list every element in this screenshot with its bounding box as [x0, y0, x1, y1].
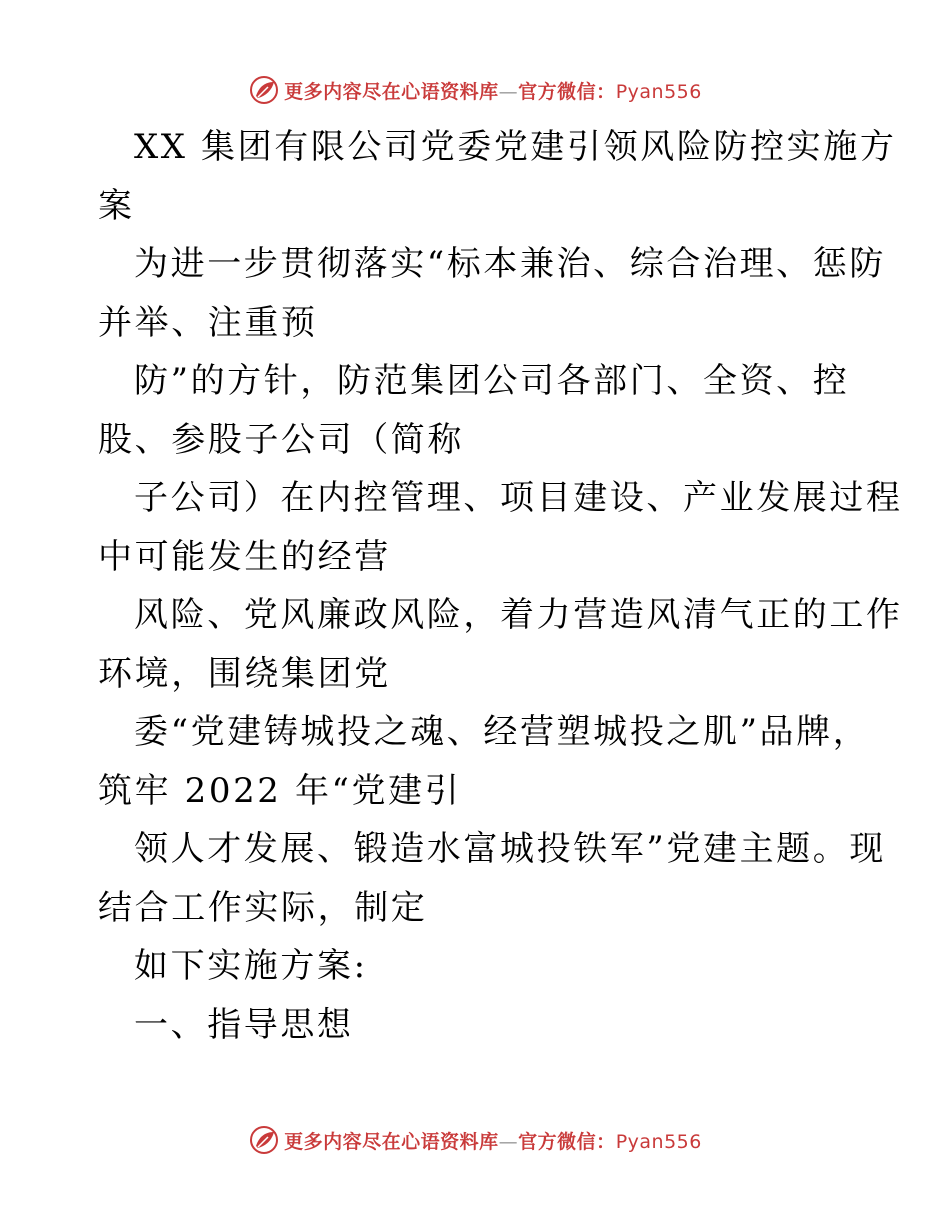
- section-heading: 一、指导思想: [134, 1004, 354, 1045]
- paragraph-line: 防”的方针，防范集团公司各部门、全资、控: [134, 361, 850, 401]
- paragraph-line: 领人才发展、锻造水富城投铁军”党建主题。现: [134, 829, 886, 869]
- watermark-brand: 更多内容尽在心语资料库: [284, 1130, 499, 1153]
- paragraph-line: 风险、党风廉政风险，着力营造风清气正的工作: [134, 595, 903, 635]
- paragraph-line: 筑牢 2022 年“党建引: [98, 770, 462, 811]
- watermark-brand: 更多内容尽在心语资料库: [284, 80, 499, 103]
- header-watermark: [0, 70, 950, 110]
- paragraph-line: 并举、注重预: [98, 302, 318, 343]
- watermark-official: 官方微信：: [518, 80, 616, 103]
- document-title-line: 案: [98, 185, 135, 226]
- watermark-text: [284, 1127, 702, 1154]
- watermark-dash: —: [498, 1130, 519, 1153]
- paragraph-line: 为进一步贯彻落实“标本兼治、综合治理、惩防: [134, 244, 886, 284]
- paragraph-line: 中可能发生的经营: [98, 536, 391, 577]
- paragraph-line: 委“党建铸城投之魂、经营塑城投之肌”品牌，: [134, 712, 870, 752]
- paragraph-line: 环境，围绕集团党: [98, 653, 391, 694]
- document-body: [98, 118, 903, 1054]
- paragraph-line: 子公司）在内控管理、项目建设、产业发展过程: [134, 478, 903, 518]
- leaf-logo-icon: [248, 74, 280, 106]
- watermark-id: Pyan556: [615, 80, 702, 103]
- paragraph-line: 如下实施方案:: [134, 946, 368, 986]
- paragraph-line: 结合工作实际，制定: [98, 887, 428, 928]
- footer-watermark: [0, 1120, 950, 1160]
- watermark-id: Pyan556: [615, 1130, 702, 1153]
- leaf-logo-icon: [248, 1124, 280, 1156]
- watermark-official: 官方微信：: [518, 1130, 616, 1153]
- watermark-text: [284, 77, 702, 104]
- watermark-dash: —: [498, 80, 519, 103]
- document-title-line: XX 集团有限公司党委党建引领风险防控实施方: [134, 127, 897, 167]
- paragraph-line: 股、参股子公司（简称: [98, 419, 464, 460]
